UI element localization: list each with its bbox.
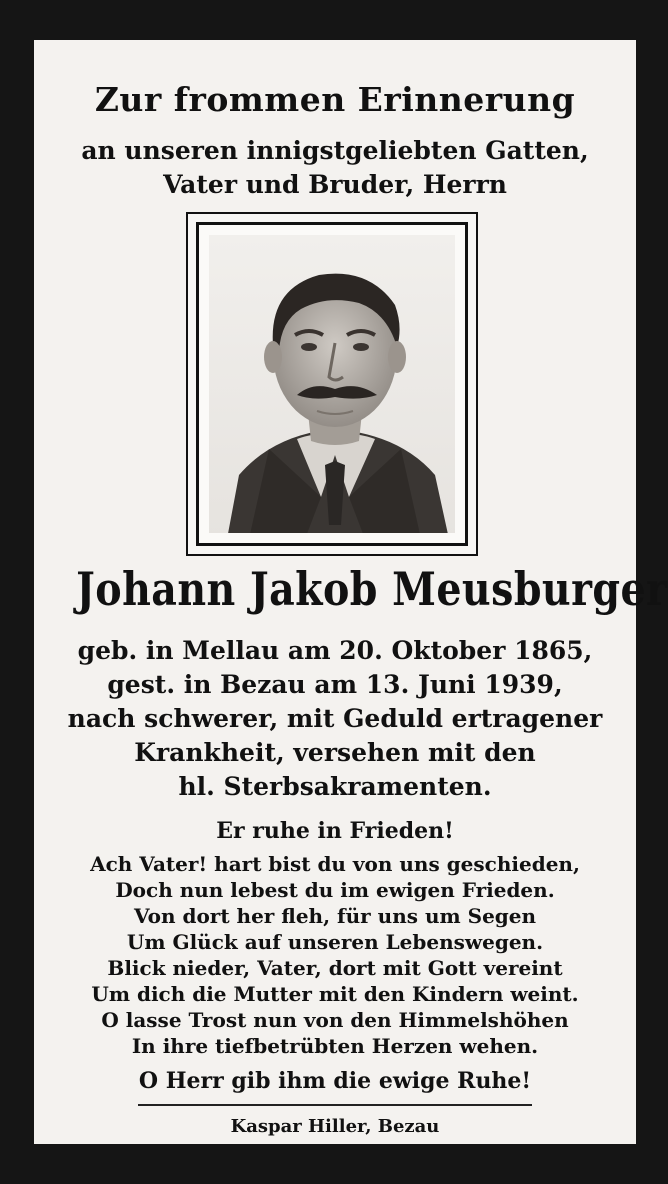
- subheading-line-1: an unseren innigstgeliebten Gatten,: [81, 136, 589, 165]
- divider-rule: [138, 1104, 532, 1106]
- birth-line: geb. in Mellau am 20. Oktober 1865,: [77, 636, 593, 665]
- card-paper: [34, 40, 668, 1144]
- poem-line: Um Glück auf unseren Lebenswegen.: [126, 930, 544, 954]
- poem-line: Blick nieder, Vater, dort mit Gott vereint: [107, 956, 563, 980]
- poem-line: In ihre tiefbetrübten Herzen wehen.: [131, 1034, 539, 1058]
- portrait-illustration: [209, 235, 455, 533]
- poem-line: O lasse Trost nun von den Himmelshöhen: [101, 1008, 569, 1032]
- circumstance-line-1: nach schwerer, mit Geduld ertragener: [67, 704, 603, 733]
- portrait-inner-frame: [196, 222, 468, 546]
- deceased-name: Johann Jakob Meusburger: [76, 562, 668, 616]
- poem-line: Von dort her fleh, für uns um Segen: [133, 904, 537, 928]
- portrait-photo: [209, 235, 455, 533]
- death-line: gest. in Bezau am 13. Juni 1939,: [107, 670, 563, 699]
- portrait-frame: [186, 212, 478, 556]
- poem-line: Doch nun lebest du im ewigen Frieden.: [115, 878, 555, 902]
- closing-prayer: O Herr gib ihm die ewige Ruhe!: [138, 1068, 532, 1094]
- poem-line: Um dich die Mutter mit den Kindern weint.: [91, 982, 579, 1006]
- rest-in-peace: Er ruhe in Frieden!: [216, 818, 454, 844]
- heading: Zur frommen Erinnerung: [94, 80, 576, 119]
- subheading-line-2: Vater und Bruder, Herrn: [163, 170, 507, 199]
- poem-line: Ach Vater! hart bist du von uns geschieden,: [90, 852, 580, 876]
- printer-credit: Kaspar Hiller, Bezau: [230, 1116, 440, 1137]
- circumstance-line-2: Krankheit, versehen mit den: [134, 738, 536, 767]
- circumstance-line-3: hl. Sterbsakramenten.: [178, 772, 492, 801]
